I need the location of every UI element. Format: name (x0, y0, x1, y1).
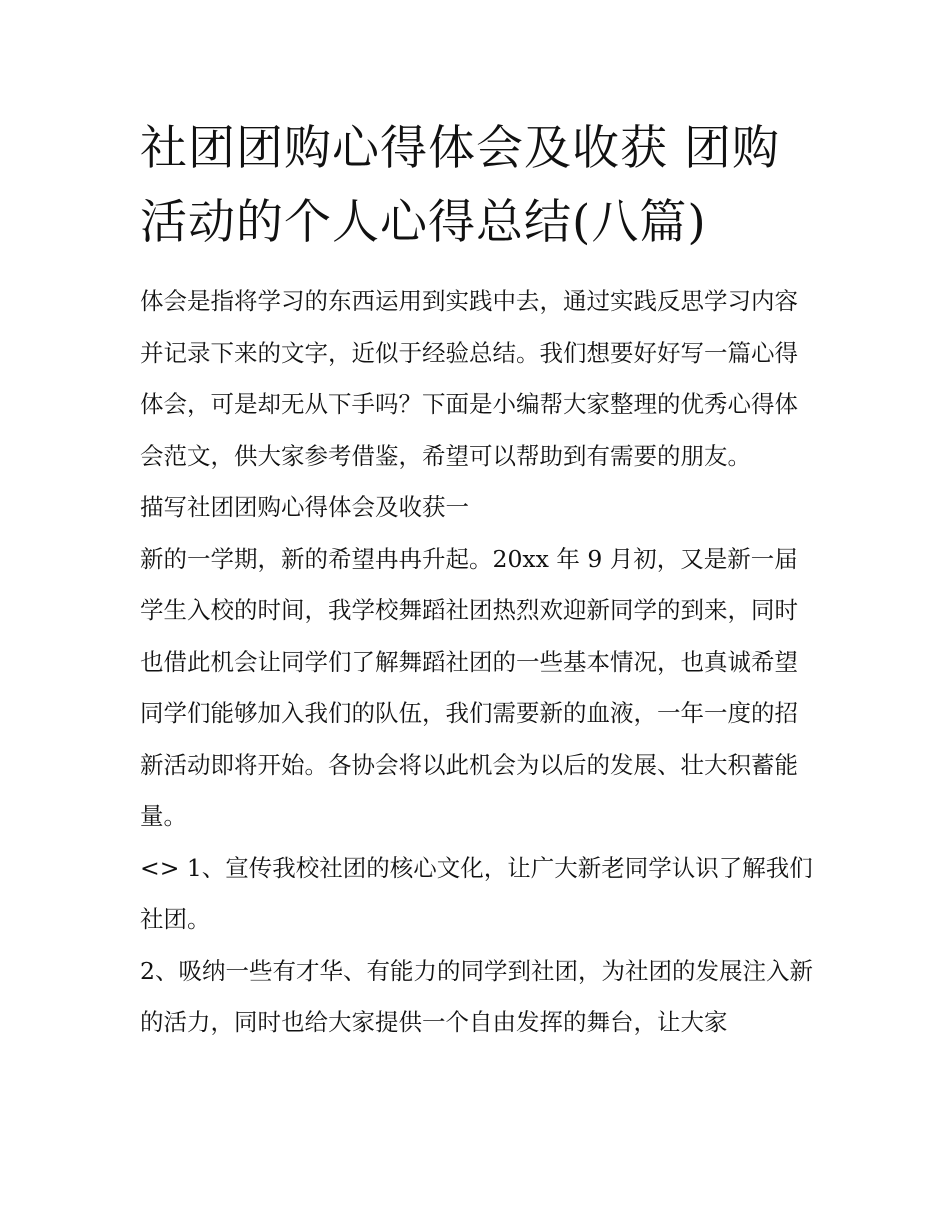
section-heading: 描写社团团购心得体会及收获一 (140, 493, 469, 521)
list-item-1: <> 1、宣传我校社团的核心文化，让广大新老同学认识了解我们社团。 (140, 853, 813, 933)
document-title: 社团团购心得体会及收获 团购活动的个人心得总结(八篇) (140, 121, 780, 250)
document-body (140, 276, 815, 1049)
list-item-2: 2、吸纳一些有才华、有能力的同学到社团，为社团的发展注入新的活力，同时也给大家提供一个自由发挥的舞台，让大家 (140, 956, 813, 1036)
intro-paragraph: 体会是指将学习的东西运用到实践中去，通过实践反思学习内容并记录下来的文字，近似于经验总结。我们想要好好写一篇心得体会，可是却无从下手吗？下面是小编帮大家整理的优秀心得体会范文，供大家参考借鉴，希望可以帮助到有需要的朋友。 (140, 287, 798, 470)
body-paragraph: 新的一学期，新的希望冉冉升起。20xx 年 9 月初，又是新一届学生入校的时间，我学校舞蹈社团热烈欢迎新同学的到来，同时也借此机会让同学们了解舞蹈社团的一些基本情况，也真诚希望同学们能够加入我们的队伍，我们需要新的血液，一年一度的招新活动即将开始。各协会将以此机会为以后的发展、壮大积蓄能量。 (140, 544, 798, 830)
